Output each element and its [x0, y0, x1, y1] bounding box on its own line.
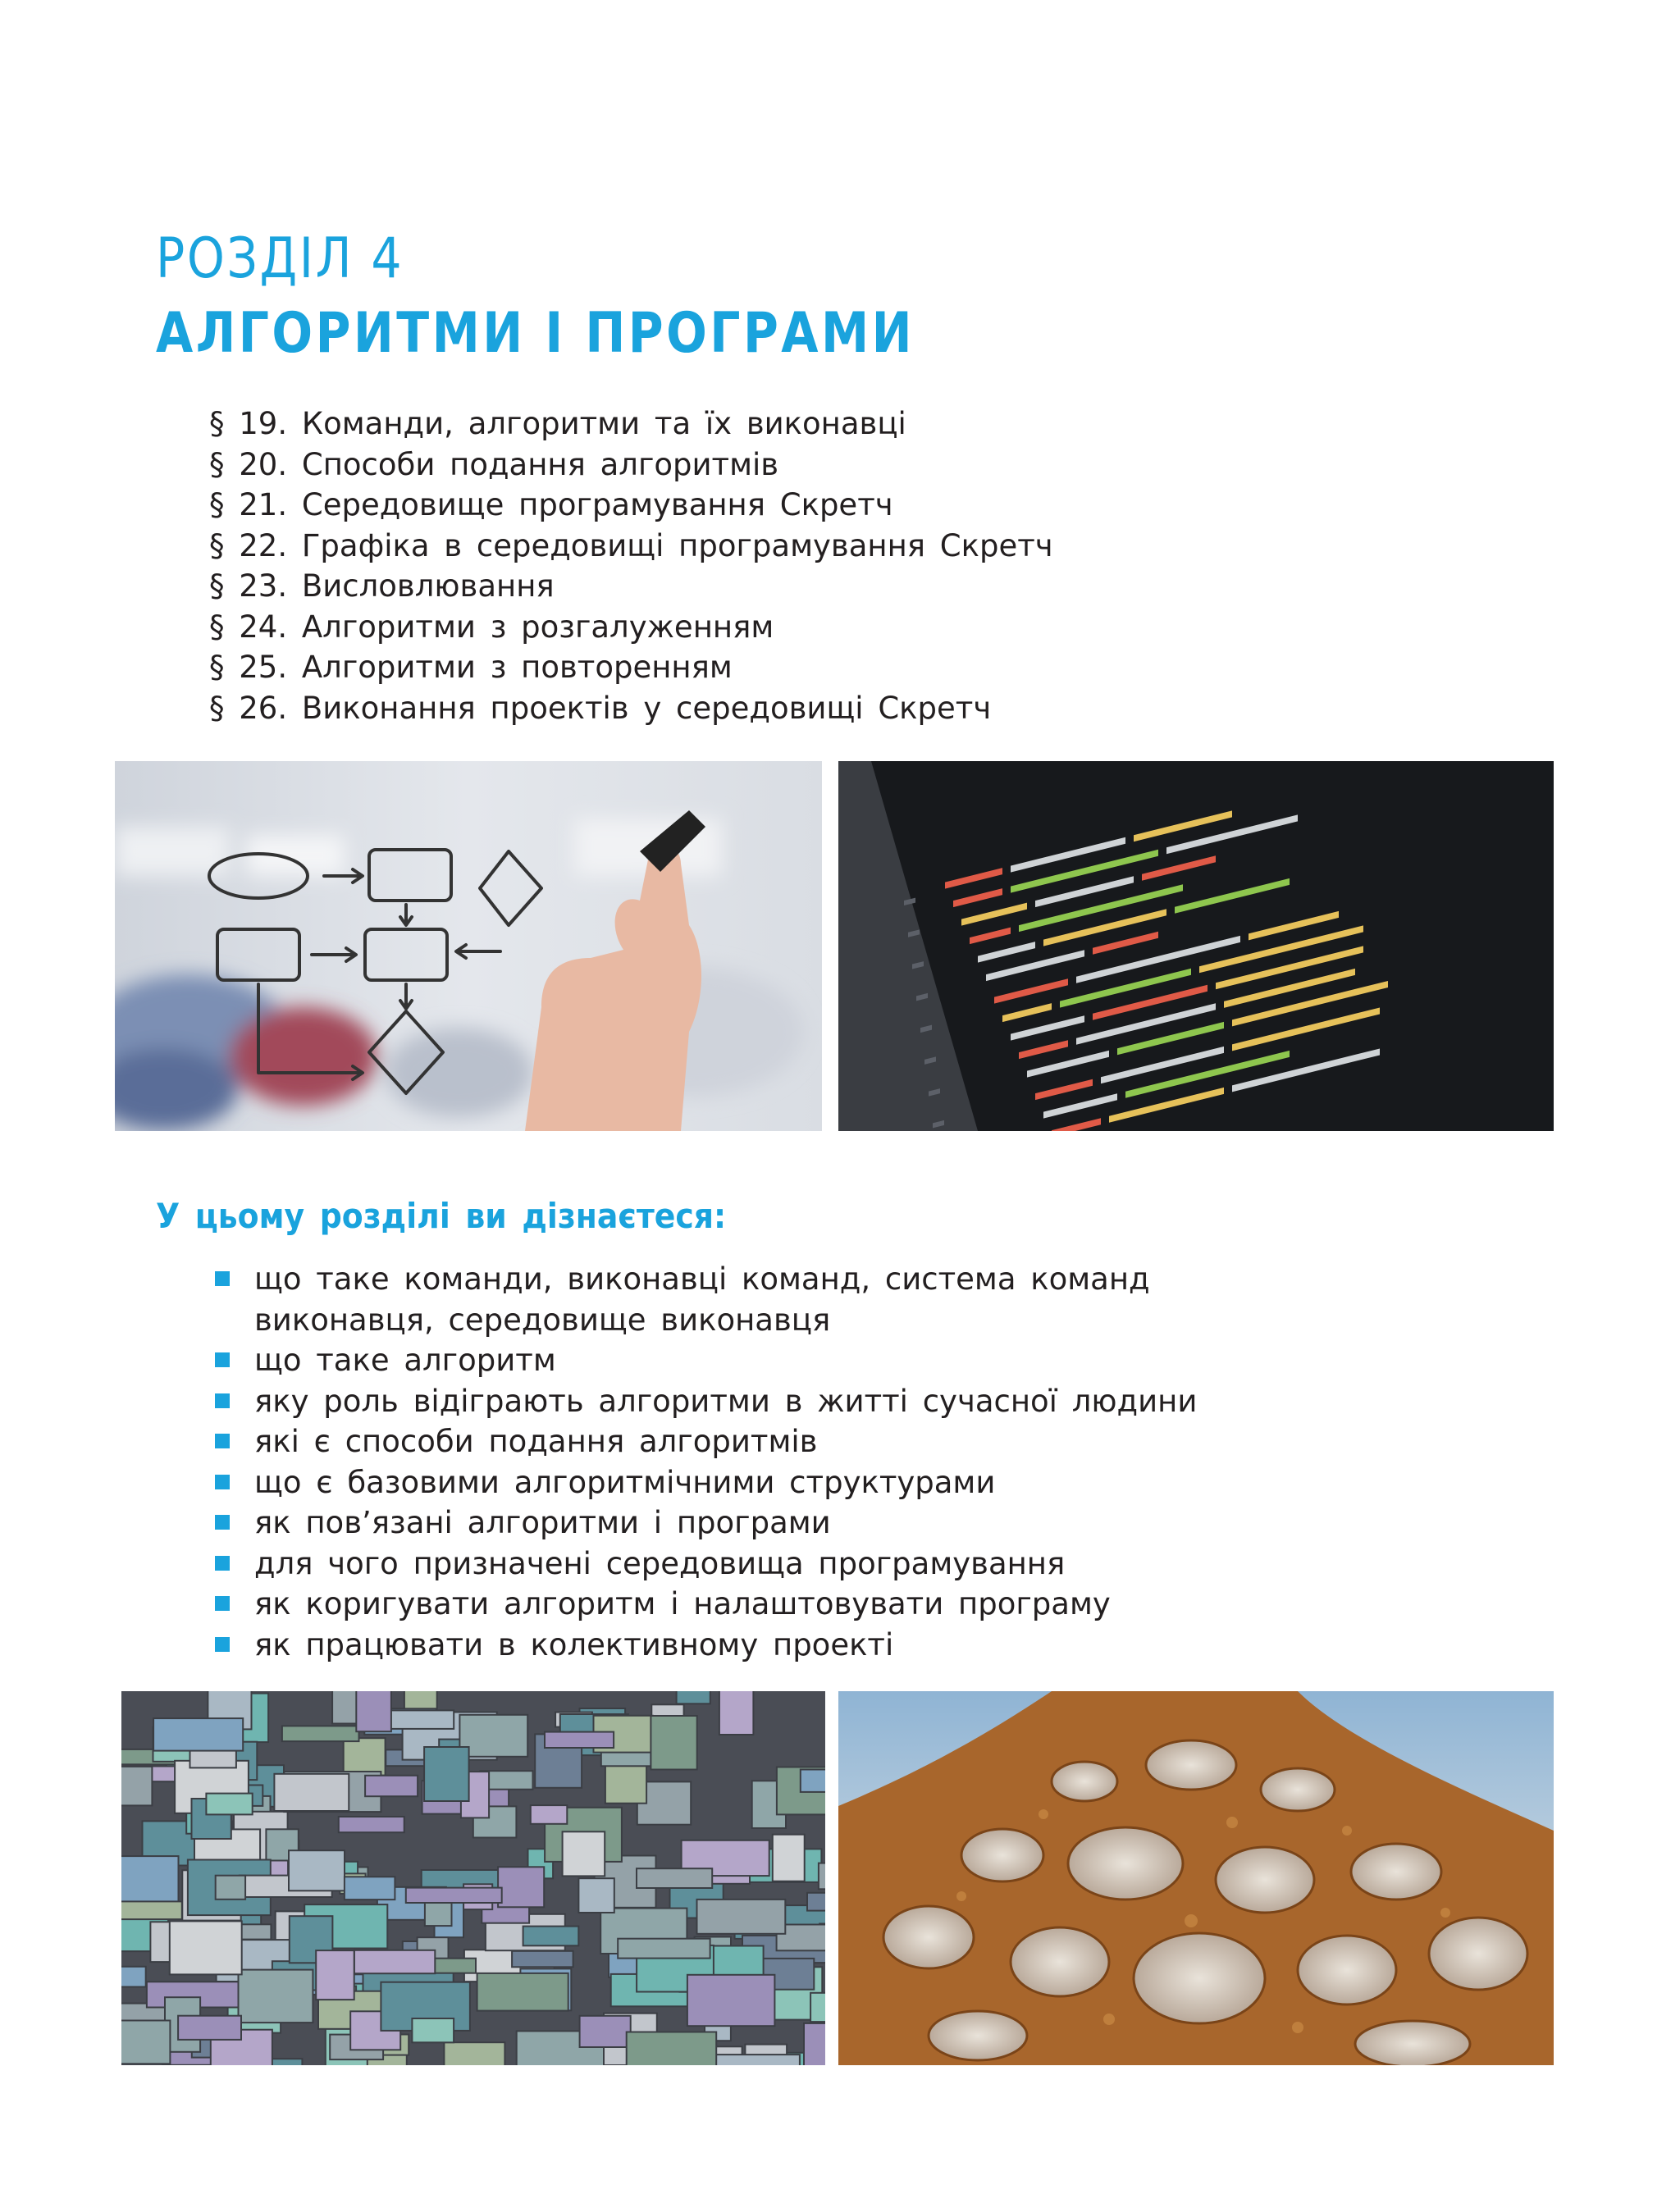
list-item: що таке алгоритм	[215, 1340, 1199, 1381]
toc-item: § 23. Висловлювання	[209, 568, 555, 604]
square-bullet-icon	[215, 1352, 230, 1367]
list-item: як пов’язані алгоритми і програми	[215, 1503, 1199, 1544]
toc-item: § 22. Графіка в середовищі програмування Скретч	[209, 527, 1053, 563]
fractal-structure-render-photo	[838, 1691, 1554, 2065]
list-item: для чого призначені середовища програмування	[215, 1544, 1199, 1585]
list-item: як працювати в колективному проекті	[215, 1625, 1199, 1666]
chapter-title: АЛГОРИТМИ І ПРОГРАМИ	[156, 301, 915, 366]
toc-item: § 24. Алгоритми з розгалуженням	[209, 609, 774, 645]
list-item: яку роль відіграють алгоритми в житті сучасної людини	[215, 1381, 1199, 1422]
square-bullet-icon	[215, 1393, 230, 1408]
toc-item: § 26. Виконання проектів у середовищі Скретч	[209, 690, 992, 726]
list-item: які є способи подання алгоритмів	[215, 1421, 1199, 1462]
list-item: що є базовими алгоритмічними структурами	[215, 1462, 1199, 1503]
hand-drawing-flowchart-photo	[115, 761, 822, 1131]
learn-heading: У цьому розділі ви дізнаєтеся:	[156, 1196, 727, 1236]
chapter-label: РОЗДІЛ 4	[156, 226, 404, 291]
square-bullet-icon	[215, 1556, 230, 1571]
learning-outcomes-list	[215, 1259, 1199, 1665]
square-bullet-icon	[215, 1637, 230, 1652]
list-item: як коригувати алгоритм і налаштовувати програму	[215, 1584, 1199, 1625]
toc-item: § 20. Способи подання алгоритмів	[209, 446, 779, 482]
square-bullet-icon	[215, 1475, 230, 1489]
chapter-contents	[209, 404, 1053, 728]
colored-rectangles-mosaic-photo	[121, 1691, 825, 2065]
square-bullet-icon	[215, 1596, 230, 1611]
toc-item: § 19. Команди, алгоритми та їх виконавці	[209, 406, 906, 441]
list-item: що таке команди, виконавці команд, система команд виконавця, середовище виконавця	[215, 1259, 1199, 1340]
code-on-monitor-photo	[838, 761, 1554, 1131]
toc-item: § 25. Алгоритми з повторенням	[209, 650, 733, 685]
square-bullet-icon	[215, 1271, 230, 1286]
toc-item: § 21. Середовище програмування Скретч	[209, 487, 893, 522]
square-bullet-icon	[215, 1515, 230, 1530]
square-bullet-icon	[215, 1434, 230, 1448]
